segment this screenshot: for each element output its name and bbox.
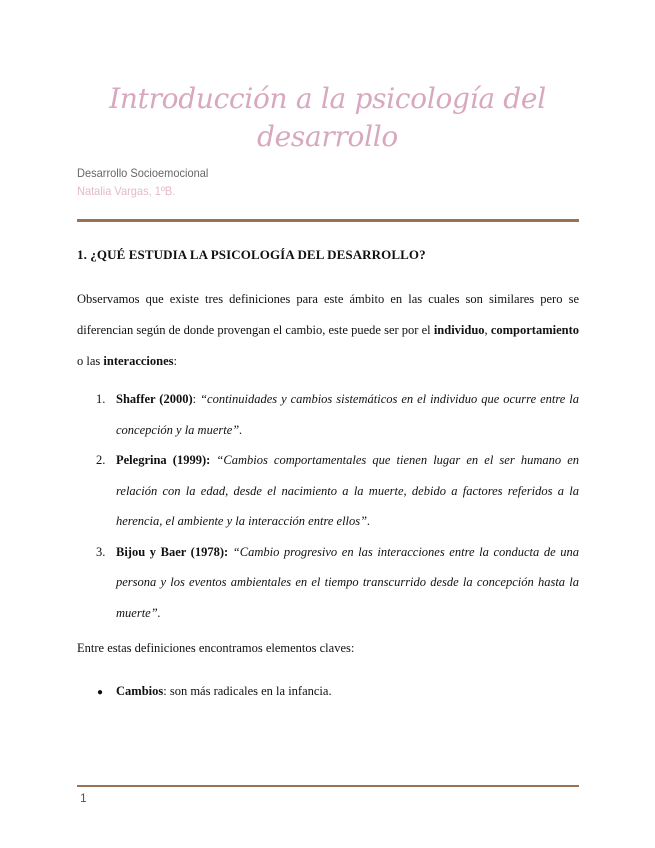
definition-item [77,384,579,445]
definition-author: Shaffer (2000) [116,392,193,406]
definition-item [77,445,579,537]
definition-quote: “Cambios comportamentales que tienen lugar en el ser humano en relación con la edad, desde el nacimiento a la muerte, debido a factores referidos a la herencia, el ambiente y la interacción entre ellos”. [116,453,580,528]
key-elements-list [77,684,332,699]
list-number: 3. [96,544,106,559]
intro-separator: o las [77,354,104,368]
definition-quote: “continuidades y cambios sistemáticos en el individuo que ocurre entre la concepción y la muerte”. [116,392,579,437]
intro-paragraph [77,284,579,377]
footer-divider [77,785,579,787]
definitions-list [77,384,579,628]
key-elements-intro: Entre estas definiciones encontramos elementos claves: [77,641,355,655]
term-comportamiento: comportamiento [490,323,579,337]
term-interacciones: interacciones [103,354,174,368]
definition-separator: : [192,392,201,406]
key-element-item [77,684,332,699]
key-element-text: : son más radicales en la infancia. [163,684,332,698]
list-number: 2. [96,453,106,467]
document-subtitle: Desarrollo Socioemocional [77,166,209,180]
intro-end: : [173,354,177,368]
section-heading: 1. ¿QUÉ ESTUDIA LA PSICOLOGÍA DEL DESARROLLO? [77,247,426,262]
document-title: Introducción a la psicología del desarrollo [109,82,546,153]
definition-quote: “Cambio progresivo en las interacciones entre la conducta de una persona y los eventos ambientales en el tiempo transcurrido desde la concepción hasta la muerte”. [116,544,580,620]
definition-item [77,537,579,629]
page-number: 1 [80,791,87,805]
intro-text: Observamos que existe tres definiciones para este ámbito en las cuales son similares pero se diferencian según de donde provengan el cambio, este puede ser por el [77,292,579,337]
definition-author: Pelegrina (1999): [116,453,211,467]
document-author: Natalia Vargas, 1ºB. [77,184,176,198]
definition-author: Bijou y Baer (1978): [116,544,229,559]
intro-separator: , [484,323,491,337]
header-divider [77,219,579,222]
list-number: 1. [96,392,106,406]
key-element-term: Cambios [116,684,164,698]
bullet-icon: ● [97,687,104,698]
term-individuo: individuo [433,323,485,337]
